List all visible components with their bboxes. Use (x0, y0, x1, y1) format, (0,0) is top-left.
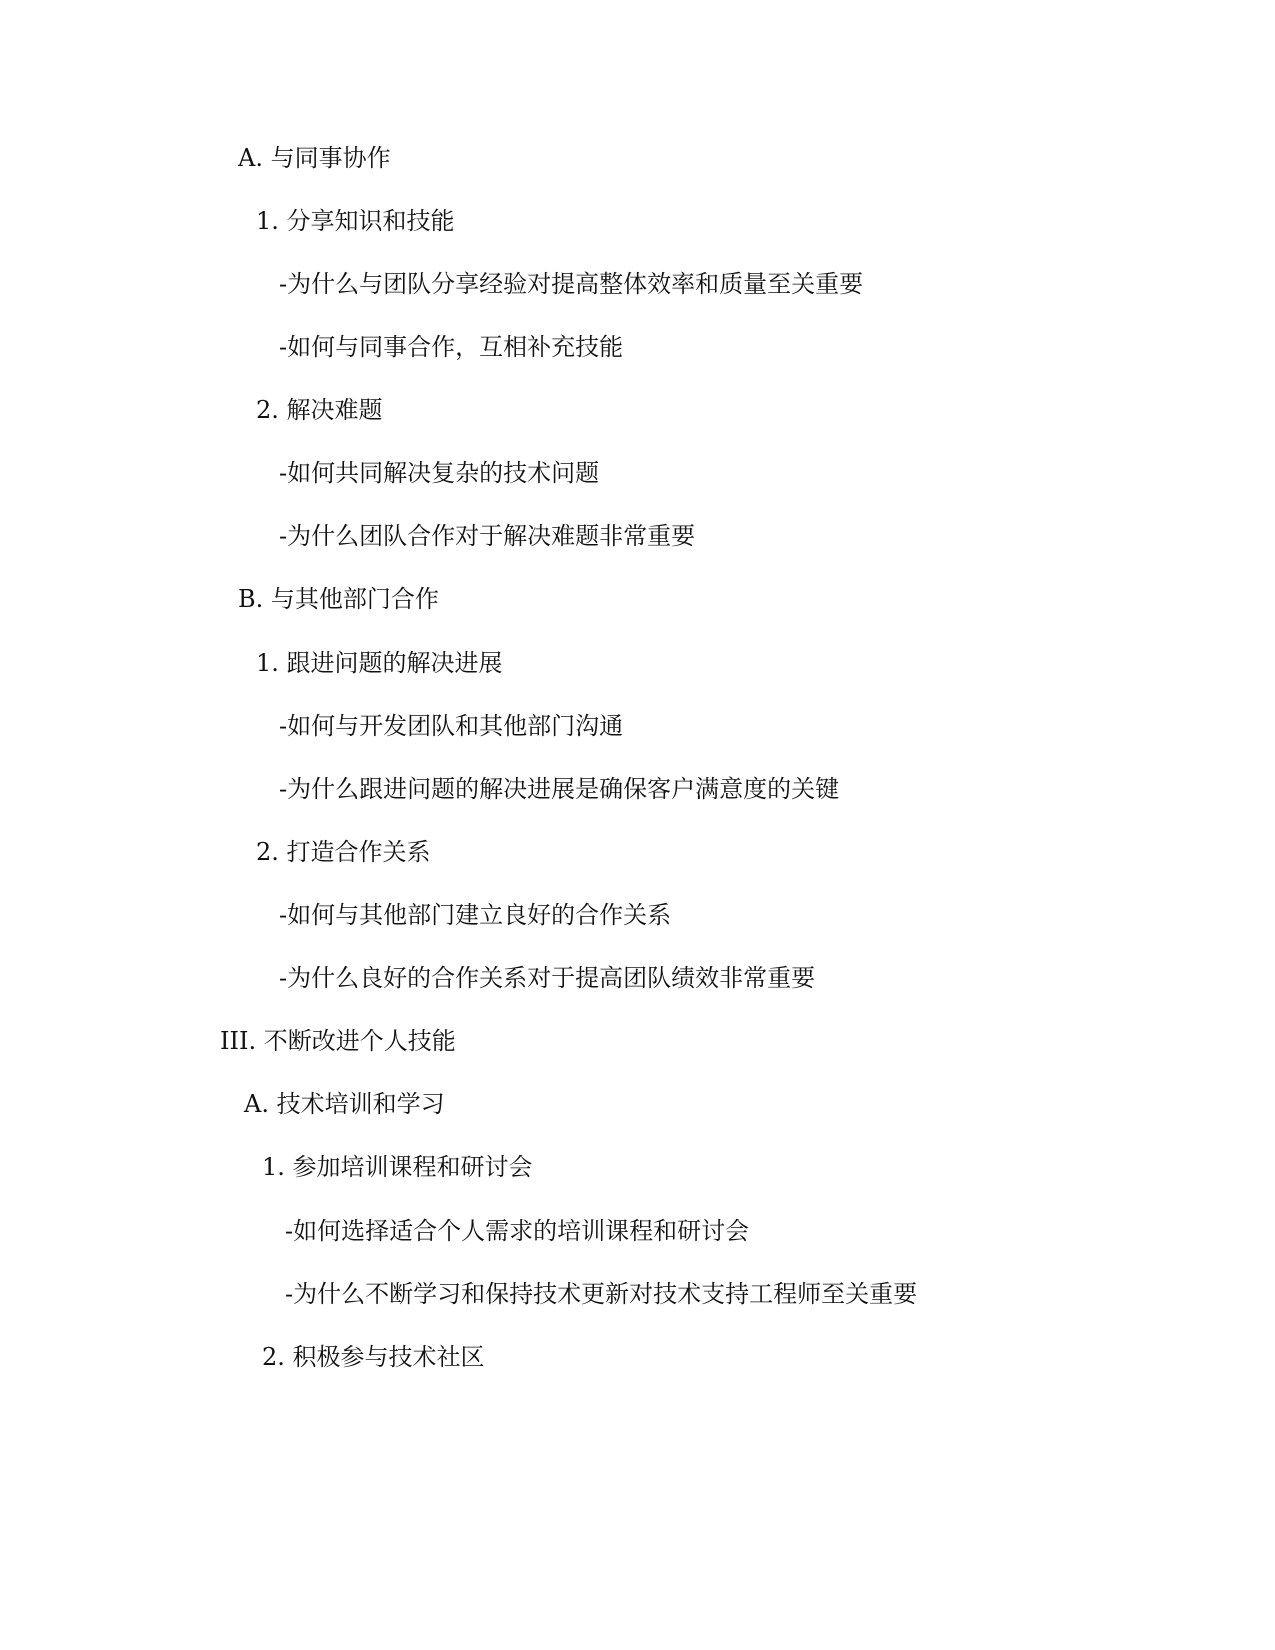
bullet-item: -如何与其他部门建立良好的合作关系 (279, 901, 672, 929)
subheading-attend-courses: 1. 参加培训课程和研讨会 (262, 1153, 533, 1181)
subheading-build-relationships: 2. 打造合作关系 (256, 838, 431, 866)
section-heading-a-collaborate-colleagues: A. 与同事协作 (238, 144, 391, 172)
bullet-item: -如何共同解决复杂的技术问题 (279, 459, 600, 487)
subheading-solve-problems: 2. 解决难题 (256, 396, 383, 424)
subheading-tech-community: 2. 积极参与技术社区 (262, 1343, 485, 1371)
bullet-item: -为什么团队合作对于解决难题非常重要 (279, 522, 696, 550)
section-heading-a-training: A. 技术培训和学习 (244, 1090, 445, 1118)
bullet-item: -为什么跟进问题的解决进展是确保客户满意度的关键 (279, 775, 840, 803)
bullet-item: -为什么与团队分享经验对提高整体效率和质量至关重要 (279, 270, 864, 298)
bullet-item: -如何选择适合个人需求的培训课程和研讨会 (285, 1217, 750, 1245)
bullet-item: -为什么不断学习和保持技术更新对技术支持工程师至关重要 (285, 1280, 918, 1308)
subheading-follow-up: 1. 跟进问题的解决进展 (256, 649, 503, 677)
bullet-item: -如何与同事合作，互相补充技能 (279, 333, 624, 361)
bullet-item: -为什么良好的合作关系对于提高团队绩效非常重要 (279, 964, 816, 992)
chapter-heading-iii: III. 不断改进个人技能 (220, 1027, 456, 1055)
section-heading-b-other-departments: B. 与其他部门合作 (238, 585, 439, 613)
subheading-share-knowledge: 1. 分享知识和技能 (256, 207, 455, 235)
bullet-item: -如何与开发团队和其他部门沟通 (279, 712, 624, 740)
